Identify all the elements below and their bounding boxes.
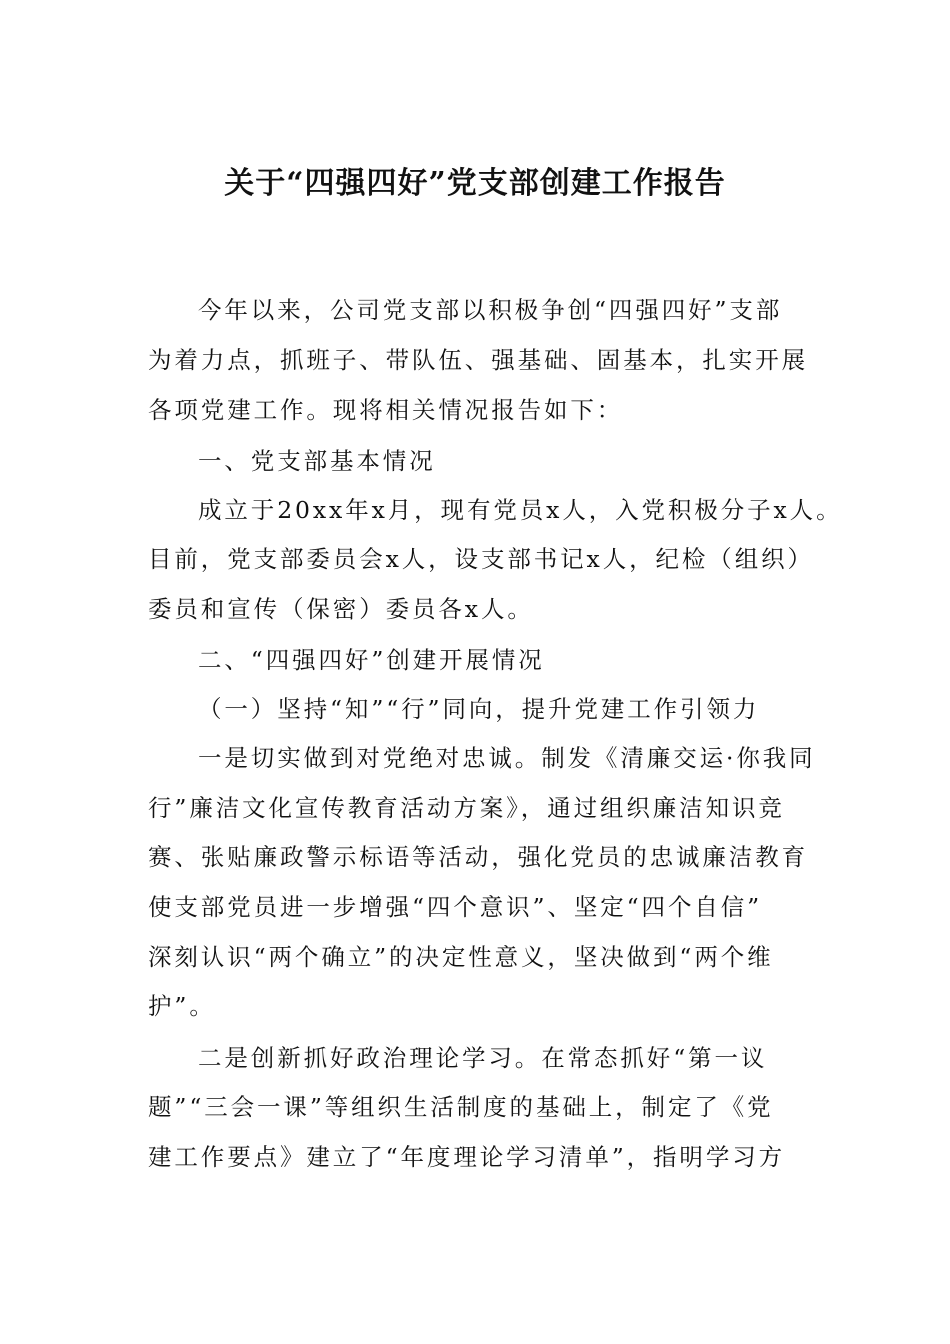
paragraph-line: 建工作要点》建立了“年度理论学习清单”，指明学习方 (148, 1143, 786, 1171)
paragraph-first-line: 一是切实做到对党绝对忠诚。制发《清廉交运·你我同 (198, 744, 816, 772)
paragraph-line: 委员和宣传（保密）委员各x人。 (148, 595, 534, 623)
paragraph-line: 护”。 (148, 992, 216, 1020)
paragraph-first-line: （一）坚持“知”“行”同向，提升党建工作引领力 (198, 695, 760, 723)
paragraph-first-line: 一、党支部基本情况 (198, 447, 436, 475)
paragraph-line: 深刻认识“两个确立”的决定性意义，坚决做到“两个维 (148, 943, 774, 971)
paragraph-line: 赛、张贴廉政警示标语等活动，强化党员的忠诚廉洁教育 (148, 843, 808, 871)
paragraph-line: 为着力点，抓班子、带队伍、强基础、固基本，扎实开展 (148, 346, 808, 374)
paragraph-line: 各项党建工作。现将相关情况报告如下： (148, 396, 624, 424)
paragraph-first-line: 二、“四强四好”创建开展情况 (198, 646, 545, 674)
paragraph-line: 使支部党员进一步增强“四个意识”、坚定“四个自信” (148, 893, 763, 921)
paragraph-first-line: 二是创新抓好政治理论学习。在常态抓好“第一议 (198, 1044, 768, 1072)
paragraph-line: 题”“三会一课”等组织生活制度的基础上，制定了《党 (148, 1093, 774, 1121)
paragraph-first-line: 今年以来，公司党支部以积极争创“四强四好”支部 (198, 296, 783, 324)
paragraph-line: 目前，党支部委员会x人，设支部书记x人，纪检（组织） (148, 545, 814, 573)
document-title: 关于“四强四好”党支部创建工作报告 (224, 166, 726, 201)
paragraph-line: 行”廉洁文化宣传教育活动方案》，通过组织廉洁知识竞 (148, 794, 785, 822)
paragraph-first-line: 成立于20xx年x月，现有党员x人，入党积极分子x人。 (198, 496, 843, 524)
